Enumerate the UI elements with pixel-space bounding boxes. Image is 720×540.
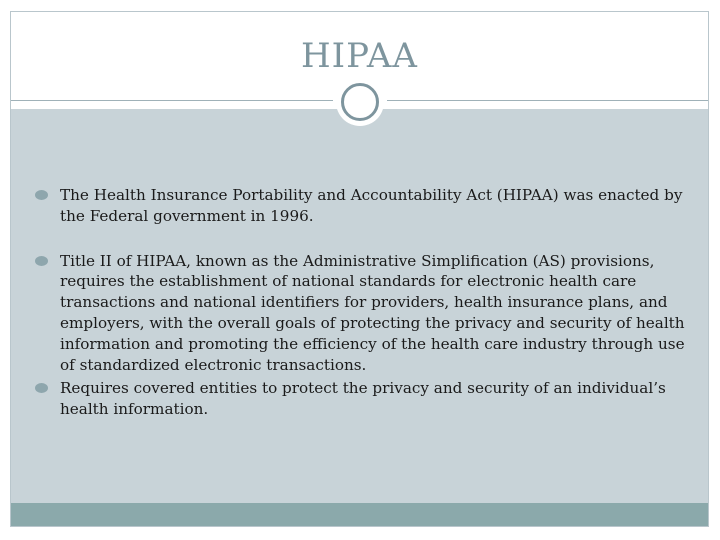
slide (10, 11, 709, 527)
bullet-item (25, 185, 697, 227)
footer-bar (11, 503, 708, 527)
bullet-item (25, 251, 697, 376)
bullet-text: Requires covered entities to protect the privacy and security of an individual’s health information. (60, 379, 666, 419)
title-divider-left (11, 100, 333, 101)
circle-ring (341, 83, 379, 121)
bullet-text: The Health Insurance Portability and Accountability Act (HIPAA) was enacted by the Federal government in 1996. (60, 186, 683, 225)
bullet-list (25, 185, 697, 420)
title-divider-right (387, 100, 709, 101)
bullet-text: Title II of HIPAA, known as the Administrative Simplification (AS) provisions, requires the establishment of national standards for electronic health care transactions and national identifiers for providers, health insurance plans, and employers, with the overall goals of protecting the privacy and security of health information and promoting the efficiency of the health care industry through use of standardized electronic transactions. (60, 251, 685, 374)
content-area (11, 109, 708, 503)
circle-ornament-icon (336, 78, 384, 126)
bullet-icon (35, 190, 48, 200)
bullet-icon (35, 256, 48, 266)
bullet-icon (35, 383, 48, 393)
bullet-item (25, 378, 697, 420)
slide-title: HIPAA (301, 36, 418, 76)
